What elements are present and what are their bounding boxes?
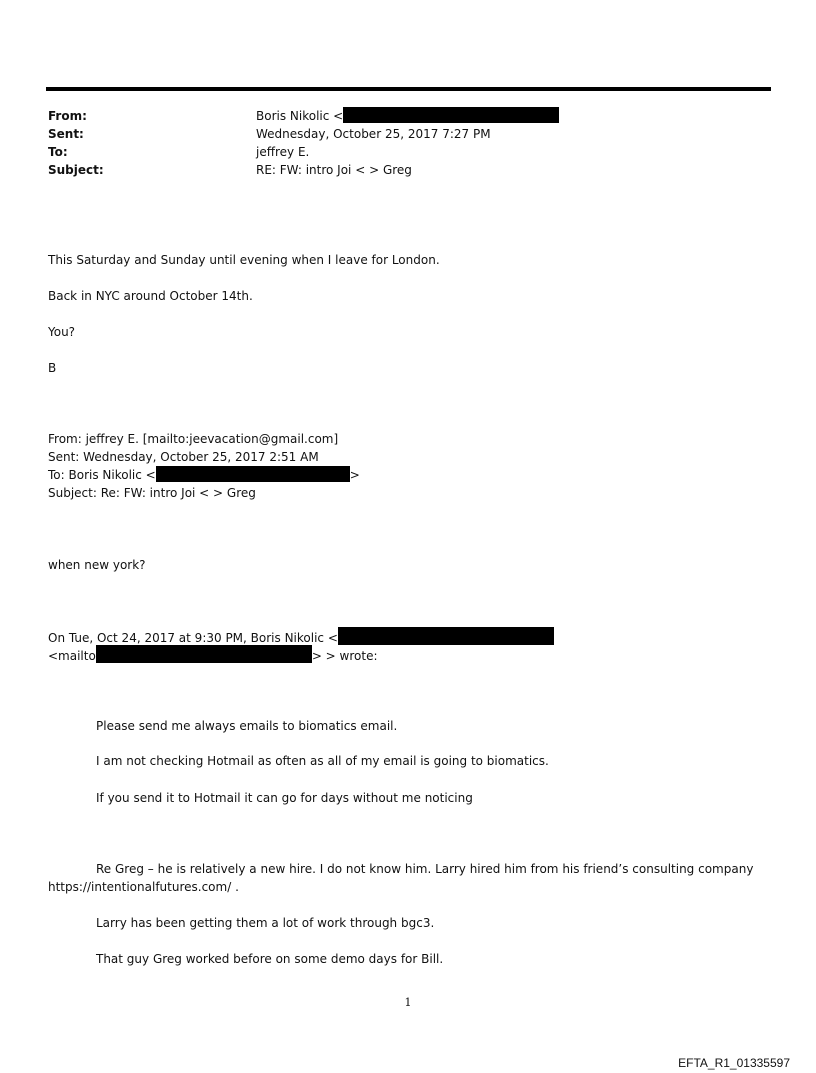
nested-paragraph: That guy Greg worked before on some demo days for Bill. — [96, 952, 444, 966]
redaction-box — [343, 107, 559, 123]
quoted-to-prefix: To: Boris Nikolic < — [48, 468, 156, 482]
reply-line-2: Back in NYC around October 14th. — [48, 289, 253, 303]
reply-line-1: This Saturday and Sunday until evening when I leave for London. — [48, 253, 440, 267]
from-label: From: — [48, 109, 87, 123]
quoted-subject: Subject: Re: FW: intro Joi < > Greg — [48, 486, 256, 500]
redaction-box — [96, 645, 312, 663]
header-divider — [46, 87, 771, 91]
to-label: To: — [48, 145, 68, 159]
reply-signature: B — [48, 361, 57, 375]
attribution-mailto: <mailto — [48, 649, 96, 663]
nested-paragraph: Larry has been getting them a lot of work through bgc3. — [96, 916, 435, 930]
subject-label: Subject: — [48, 163, 104, 177]
to-value: jeffrey E. — [256, 145, 310, 159]
nested-paragraph: I am not checking Hotmail as often as all of my email is going to biomatics. — [96, 754, 549, 768]
redaction-box — [156, 466, 350, 482]
sent-label: Sent: — [48, 127, 84, 141]
nested-paragraph: Please send me always emails to biomatics email. — [96, 719, 398, 733]
redaction-box — [338, 627, 554, 645]
quoted-sent: Sent: Wednesday, October 25, 2017 2:51 AM — [48, 450, 319, 464]
attribution-wrote: > > wrote: — [311, 649, 378, 663]
bates-number: EFTA_R1_01335597 — [678, 1056, 790, 1070]
nested-paragraph: Re Greg – he is relatively a new hire. I do not know him. Larry hired him from his friend’s consulting company — [96, 862, 754, 876]
nested-paragraph: If you send it to Hotmail it can go for days without me noticing — [96, 791, 473, 805]
nested-link: https://intentionalfutures.com/ . — [48, 880, 239, 894]
subject-value: RE: FW: intro Joi < > Greg — [256, 163, 412, 177]
from-value — [256, 107, 559, 125]
from-value-text: Boris Nikolic < — [256, 109, 344, 123]
reply-line-3: You? — [48, 325, 76, 339]
sent-value: Wednesday, October 25, 2017 7:27 PM — [256, 127, 491, 141]
page-number: 1 — [404, 996, 412, 1009]
quoted-to — [48, 466, 360, 484]
attribution-line-2 — [48, 645, 378, 665]
attribution-line-1 — [48, 627, 554, 647]
quoted-from: From: jeffrey E. [mailto:jeevacation@gmail.com] — [48, 432, 339, 446]
quoted-body: when new york? — [48, 558, 146, 572]
attribution-prefix: On Tue, Oct 24, 2017 at 9:30 PM, Boris Nikolic < — [48, 631, 338, 645]
quoted-to-suffix: > — [349, 468, 360, 482]
